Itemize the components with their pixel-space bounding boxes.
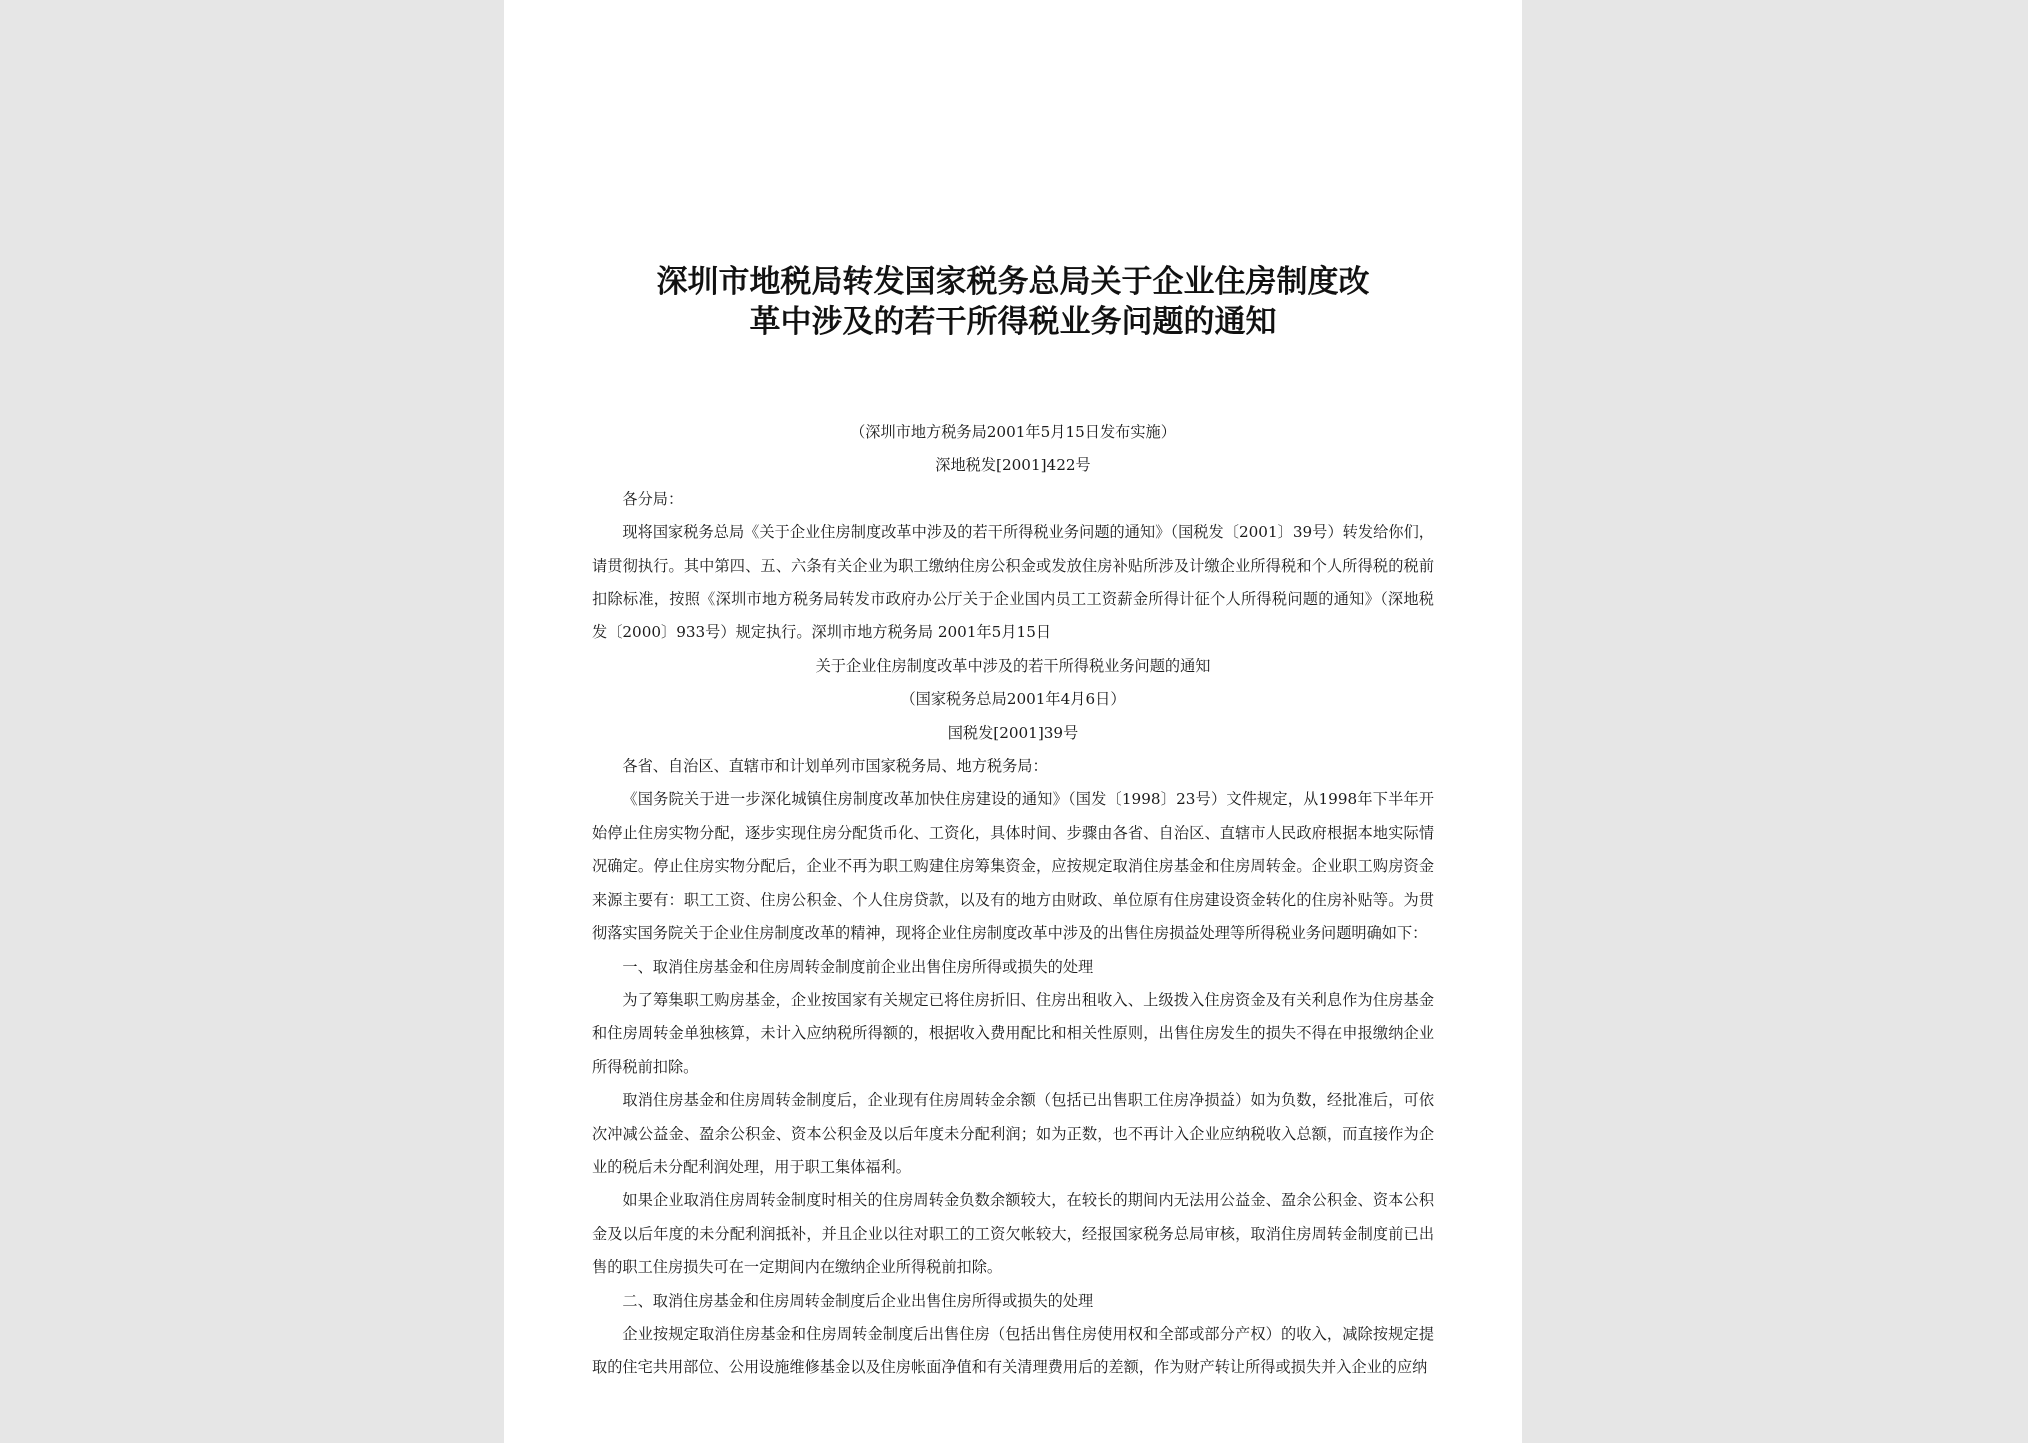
section-2-paragraph-a: 企业按规定取消住房基金和住房周转金制度后出售住房（包括出售住房使用权和全部或部分产权）的收入，减除按规定提取的住宅共用部位、公用设施维修基金以及住房帐面净值和有关清理费用后的差额，作为财产转让所得或损失并入企业的应纳 [592,1324,1434,1377]
issuer-date: （深圳市地方税务局2001年5月15日发布实施） [850,423,1176,441]
sub-salutation: 各省、自治区、直辖市和计划单列市国家税务局、地方税务局： [622,757,1048,776]
policy-paragraph: 《国务院关于进一步深化城镇住房制度改革加快住房建设的通知》（国发〔1998〕23号）文件规定，从1998年下半年开始停止住房实物分配，逐步实现住房分配货币化、工资化，具体时间、步骤由各省、自治区、直辖市人民政府根据本地实际情况确定。停止住房实物分配后，企业不再为职工购建住房筹集资金，应按规定取消住房基金和住房周转金。企业职工购房资金来源主要有：职工工资、住房公积金、个人住房贷款，以及有的地方由财政、单位原有住房建设资金转化的住房补贴等。为贯彻落实国务院关于企业住房制度改革的精神，现将企业住房制度改革中涉及的出售住房损益处理等所得税业务问题明确如下： [592,790,1434,943]
section-heading-2: 二、取消住房基金和住房周转金制度后企业出售住房所得或损失的处理 [622,1291,1094,1310]
document-body [592,416,1434,1385]
sub-doc-number: 国税发[2001]39号 [947,723,1079,742]
sub-notice-title: 关于企业住房制度改革中涉及的若干所得税业务问题的通知 [815,656,1211,675]
section-heading-1: 一、取消住房基金和住房周转金制度前企业出售住房所得或损失的处理 [622,957,1094,976]
sub-issuer-date: （国家税务总局2001年4月6日） [900,690,1126,709]
salutation: 各分局： [622,489,684,508]
doc-number: 深地税发[2001]422号 [935,456,1091,475]
section-1-paragraph-b: 取消住房基金和住房周转金制度后，企业现有住房周转金余额（包括已出售职工住房净损益）如为负数，经批准后，可依次冲减公益金、盈余公积金、资本公积金及以后年度未分配利润；如为正数，也不再计入企业应纳税收入总额，而直接作为企业的税后未分配利润处理，用于职工集体福利。 [592,1091,1434,1176]
title-line-1: 深圳市地税局转发国家税务总局关于企业住房制度改 [656,264,1370,300]
section-1-paragraph-a: 为了筹集职工购房基金，企业按国家有关规定已将住房折旧、住房出租收入、上级拨入住房资金及有关利息作为住房基金和住房周转金单独核算，未计入应纳税所得额的，根据收入费用配比和相关性原则，出售住房发生的损失不得在申报缴纳企业所得税前扣除。 [592,990,1434,1076]
document-title [584,262,1442,342]
section-1-paragraph-c: 如果企业取消住房周转金制度时相关的住房周转金负数余额较大，在较长的期间内无法用公益金、盈余公积金、资本公积金及以后年度的未分配利润抵补，并且企业以往对职工的工资欠帐较大，经报国家税务总局审核，取消住房周转金制度前已出售的职工住房损失可在一定期间内在缴纳企业所得税前扣除。 [592,1191,1434,1277]
document-page [504,0,1522,1443]
intro-paragraph: 现将国家税务总局《关于企业住房制度改革中涉及的若干所得税业务问题的通知》（国税发〔2001〕39号）转发给你们，请贯彻执行。其中第四、五、六条有关企业为职工缴纳住房公积金或发放住房补贴所涉及计缴企业所得税和个人所得税的税前扣除标准，按照《深圳市地方税务局转发市政府办公厅关于企业国内员工工资薪金所得计征个人所得税问题的通知》（深地税发〔2000〕933号）规定执行。深圳市地方税务局 2001年5月15日 [592,523,1434,642]
title-line-2: 革中涉及的若干所得税业务问题的通知 [749,304,1277,340]
